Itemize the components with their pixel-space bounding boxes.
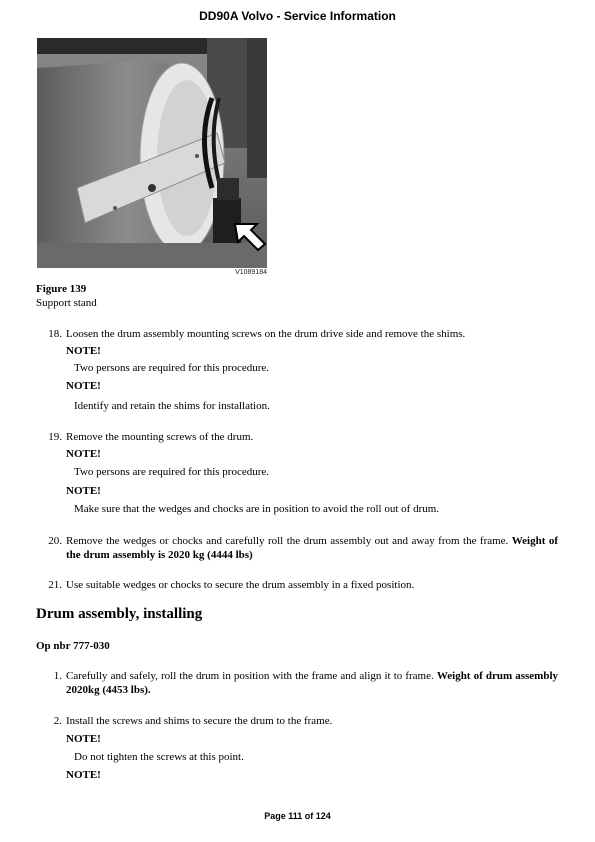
note-text: Identify and retain the shims for installation. [74,400,270,412]
figure-139 [37,38,267,278]
step-20-text: Remove the wedges or chocks and carefully roll the drum assembly out and away from the frame. [66,535,509,547]
drum-photo [37,38,267,268]
install-step-1-weight: Weight of drum [436,670,513,682]
section-title: Drum assembly, installing [36,606,203,622]
figure-image-id: V1089184 [235,269,267,276]
note-text: Two persons are required for this procedure. [74,466,270,478]
install-step-1-weight-cont: assembly 2020kg (4453 lbs). [66,670,559,696]
figure-title: Figure 139 [36,283,87,295]
note-text: Two persons are required for this procedure. [74,362,270,374]
step-20-weight: Weight of the drum assembly is 2020 kg (4444 lbs) [66,535,559,561]
note-label: NOTE! [66,733,101,745]
note-text: Do not tighten the screws at this point. [74,751,244,763]
note-label: NOTE! [66,485,101,497]
operation-number: Op nbr 777-030 [36,640,110,652]
install-step-1-text: Carefully and safely, roll the drum in position with the frame and align it to frame. [66,670,434,682]
note-text: Make sure that the wedges and chocks are in position to avoid the roll out of drum. [74,503,440,515]
page-header: DD90A Volvo - Service Information [199,9,396,23]
page-footer: Page 111 of 124 [264,811,331,821]
figure-caption: Support stand [36,297,97,309]
note-label: NOTE! [66,345,101,357]
note-label: NOTE! [66,448,101,460]
note-label: NOTE! [66,769,101,781]
note-label: NOTE! [66,380,101,392]
